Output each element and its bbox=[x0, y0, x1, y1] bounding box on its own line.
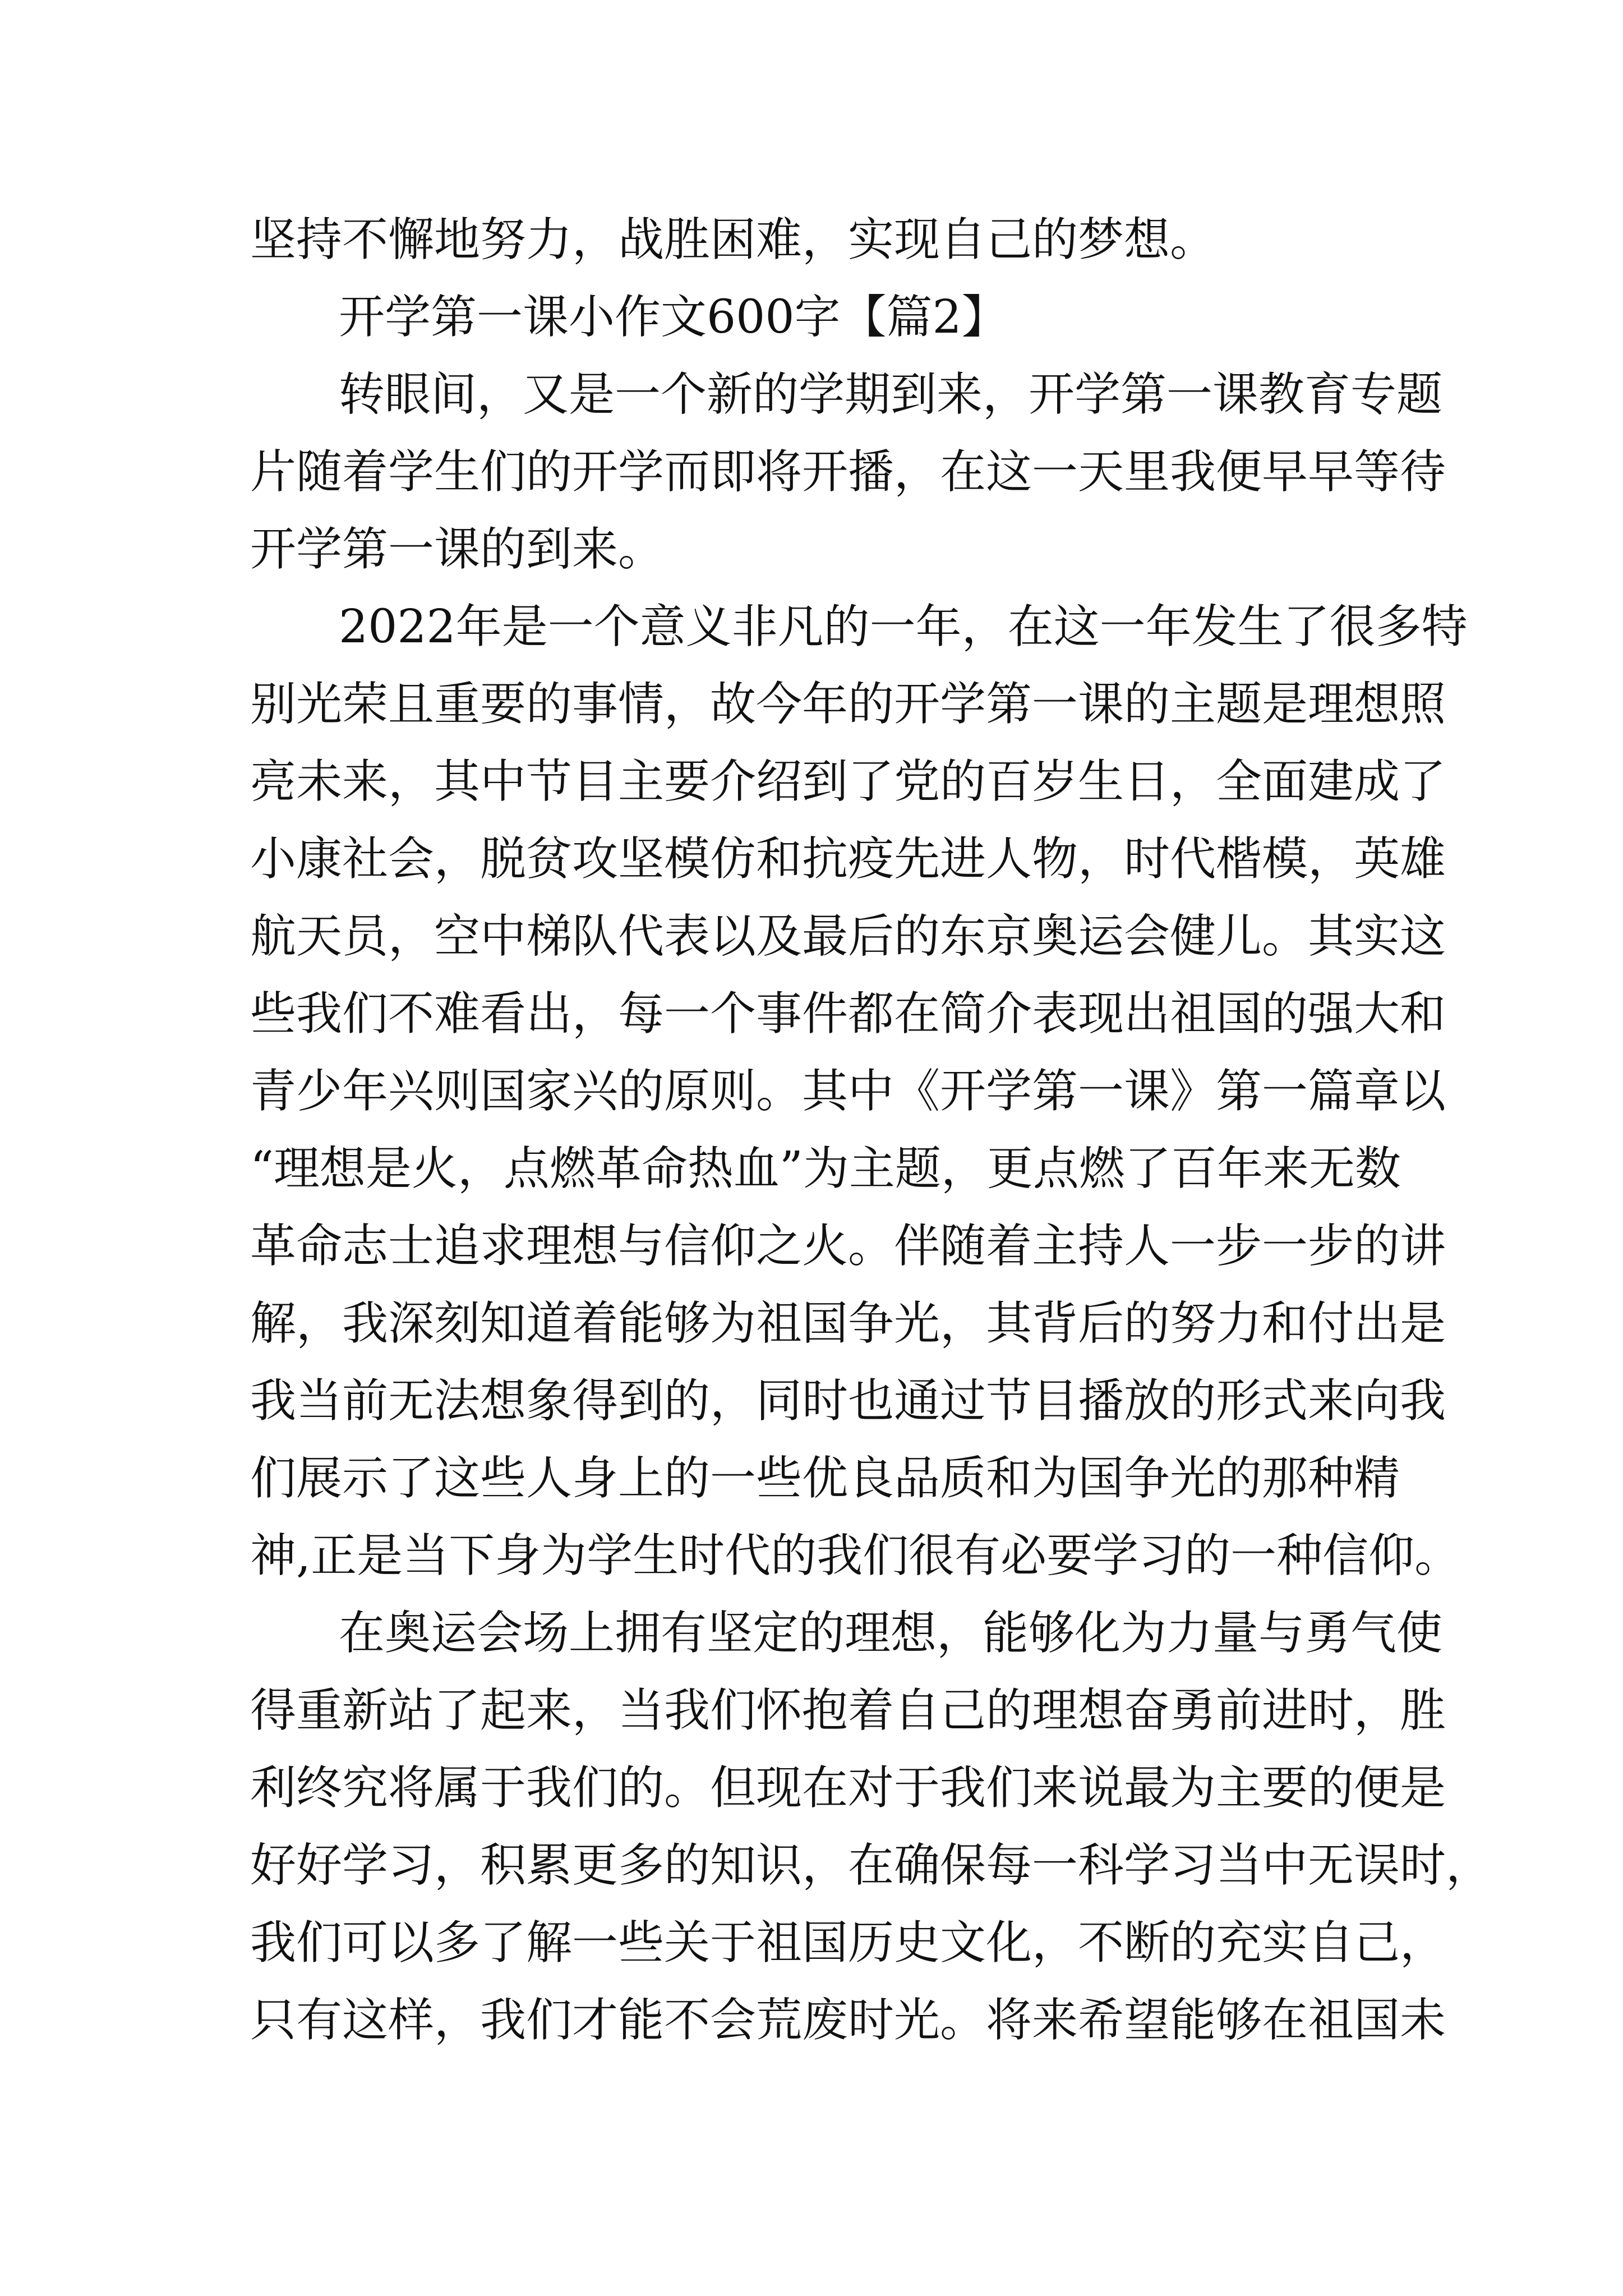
paragraph-line: 片随着学生们的开学而即将开播，在这一天里我便早早等待 bbox=[250, 445, 1446, 499]
paragraph-line: 开学第一课的到来。 bbox=[250, 523, 665, 576]
paragraph-line: 神,正是当下身为学生时代的我们很有必要学习的一种信仰。 bbox=[250, 1529, 1461, 1582]
paragraph-line: 得重新站了起来，当我们怀抱着自己的理想奋勇前进时，胜 bbox=[250, 1684, 1446, 1737]
paragraph-line: 些我们不难看出，每一个事件都在简介表现出祖国的强大和 bbox=[250, 987, 1446, 1041]
paragraph-line: 我当前无法想象得到的，同时也通过节目播放的形式来向我 bbox=[250, 1374, 1446, 1428]
paragraph-line: 转眼间，又是一个新的学期到来，开学第一课教育专题 bbox=[339, 368, 1443, 421]
paragraph-line: 们展示了这些人身上的一些优良品质和为国争光的那种精 bbox=[250, 1452, 1400, 1505]
paragraph-line: 好好学习，积累更多的知识，在确保每一科学习当中无误时， bbox=[250, 1839, 1492, 1892]
paragraph-line: 小康社会，脱贫攻坚模仿和抗疫先进人物，时代楷模，英雄 bbox=[250, 832, 1446, 886]
paragraph-line: 在奥运会场上拥有坚定的理想，能够化为力量与勇气使 bbox=[339, 1607, 1443, 1660]
paragraph-line: 坚持不懈地努力，战胜困难，实现自己的梦想。 bbox=[250, 213, 1216, 266]
paragraph-line: 亮未来，其中节目主要介绍到了党的百岁生日，全面建成了 bbox=[250, 755, 1446, 808]
paragraph-line: 别光荣且重要的事情，故今年的开学第一课的主题是理想照 bbox=[250, 678, 1446, 731]
paragraph-line: 只有这样，我们才能不会荒废时光。将来希望能够在祖国未 bbox=[250, 1994, 1446, 2047]
paragraph-line: 航天员，空中梯队代表以及最后的东京奥运会健儿。其实这 bbox=[250, 910, 1446, 963]
paragraph-line: 利终究将属于我们的。但现在对于我们来说最为主要的便是 bbox=[250, 1761, 1446, 1815]
paragraph-line: 青少年兴则国家兴的原则。其中《开学第一课》第一篇章以 bbox=[250, 1065, 1446, 1118]
paragraph-line: 2022年是一个意义非凡的一年，在这一年发生了很多特 bbox=[339, 600, 1468, 654]
section-heading: 开学第一课小作文600字【篇2】 bbox=[339, 291, 1008, 344]
paragraph-line: “理想是火，点燃革命热血”为主题，更点燃了百年来无数 bbox=[250, 1142, 1401, 1195]
paragraph-line: 革命志士追求理想与信仰之火。伴随着主持人一步一步的讲 bbox=[250, 1220, 1446, 1273]
paragraph-line: 我们可以多了解一些关于祖国历史文化，不断的充实自己， bbox=[250, 1916, 1446, 1970]
paragraph-line: 解，我深刻知道着能够为祖国争光，其背后的努力和付出是 bbox=[250, 1297, 1446, 1350]
